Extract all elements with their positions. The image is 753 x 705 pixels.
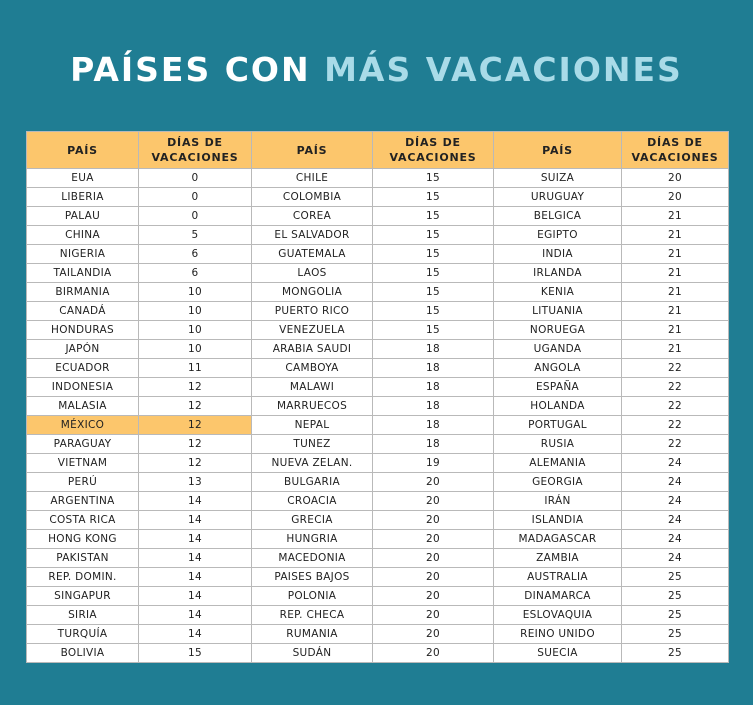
country-cell: COREA bbox=[252, 207, 373, 226]
days-cell: 12 bbox=[139, 378, 252, 397]
days-cell: 18 bbox=[373, 416, 494, 435]
country-cell: TURQUÍA bbox=[27, 625, 139, 644]
days-cell: 20 bbox=[622, 169, 729, 188]
table-row bbox=[27, 207, 729, 226]
country-cell: GEORGIA bbox=[494, 473, 622, 492]
country-cell: REP. CHECA bbox=[252, 606, 373, 625]
country-cell: NORUEGA bbox=[494, 321, 622, 340]
country-cell: SINGAPUR bbox=[27, 587, 139, 606]
table-row bbox=[27, 473, 729, 492]
country-cell: IRLANDA bbox=[494, 264, 622, 283]
days-cell: 22 bbox=[622, 435, 729, 454]
country-cell: EUA bbox=[27, 169, 139, 188]
header-country-1: PAÍS bbox=[27, 132, 139, 169]
days-cell: 21 bbox=[622, 226, 729, 245]
country-cell: NIGERIA bbox=[27, 245, 139, 264]
table-row bbox=[27, 492, 729, 511]
table-row bbox=[27, 283, 729, 302]
table-row bbox=[27, 606, 729, 625]
country-cell: SUECIA bbox=[494, 644, 622, 663]
days-cell: 18 bbox=[373, 378, 494, 397]
days-cell: 19 bbox=[373, 454, 494, 473]
table-row bbox=[27, 169, 729, 188]
days-cell: 18 bbox=[373, 435, 494, 454]
days-cell: 15 bbox=[373, 226, 494, 245]
days-cell: 15 bbox=[373, 188, 494, 207]
table-row bbox=[27, 549, 729, 568]
days-cell: 20 bbox=[373, 606, 494, 625]
header-country-3: PAÍS bbox=[494, 132, 622, 169]
country-cell: CHINA bbox=[27, 226, 139, 245]
days-cell: 12 bbox=[139, 416, 252, 435]
days-cell: 0 bbox=[139, 188, 252, 207]
days-cell: 24 bbox=[622, 473, 729, 492]
country-cell: MONGOLIA bbox=[252, 283, 373, 302]
country-cell: EGIPTO bbox=[494, 226, 622, 245]
days-cell: 24 bbox=[622, 549, 729, 568]
country-cell: ANGOLA bbox=[494, 359, 622, 378]
country-cell: EL SALVADOR bbox=[252, 226, 373, 245]
country-cell: MALASIA bbox=[27, 397, 139, 416]
days-cell: 11 bbox=[139, 359, 252, 378]
country-cell: COSTA RICA bbox=[27, 511, 139, 530]
days-cell: 20 bbox=[373, 568, 494, 587]
days-cell: 20 bbox=[373, 473, 494, 492]
days-cell: 14 bbox=[139, 568, 252, 587]
days-cell: 25 bbox=[622, 625, 729, 644]
country-cell: PERÚ bbox=[27, 473, 139, 492]
days-cell: 25 bbox=[622, 587, 729, 606]
table-row bbox=[27, 454, 729, 473]
days-cell: 21 bbox=[622, 245, 729, 264]
days-cell: 10 bbox=[139, 321, 252, 340]
country-cell: MARRUECOS bbox=[252, 397, 373, 416]
days-cell: 12 bbox=[139, 454, 252, 473]
days-cell: 15 bbox=[373, 245, 494, 264]
days-cell: 20 bbox=[373, 492, 494, 511]
days-cell: 15 bbox=[373, 169, 494, 188]
table-row bbox=[27, 264, 729, 283]
days-cell: 12 bbox=[139, 435, 252, 454]
country-cell: LITUANIA bbox=[494, 302, 622, 321]
table-header-row bbox=[27, 132, 729, 169]
country-cell: ECUADOR bbox=[27, 359, 139, 378]
table-row bbox=[27, 359, 729, 378]
days-cell: 22 bbox=[622, 378, 729, 397]
country-cell: CANADÁ bbox=[27, 302, 139, 321]
country-cell: TUNEZ bbox=[252, 435, 373, 454]
days-cell: 14 bbox=[139, 530, 252, 549]
days-cell: 21 bbox=[622, 302, 729, 321]
days-cell: 22 bbox=[622, 416, 729, 435]
days-cell: 10 bbox=[139, 302, 252, 321]
table-row bbox=[27, 245, 729, 264]
table-row bbox=[27, 340, 729, 359]
days-cell: 18 bbox=[373, 397, 494, 416]
country-cell: ZAMBIA bbox=[494, 549, 622, 568]
country-cell: DINAMARCA bbox=[494, 587, 622, 606]
country-cell: RUMANIA bbox=[252, 625, 373, 644]
country-cell: POLONIA bbox=[252, 587, 373, 606]
table-row bbox=[27, 530, 729, 549]
country-cell: PAKISTAN bbox=[27, 549, 139, 568]
days-cell: 21 bbox=[622, 207, 729, 226]
country-cell: ARGENTINA bbox=[27, 492, 139, 511]
days-cell: 18 bbox=[373, 359, 494, 378]
country-cell: CROACIA bbox=[252, 492, 373, 511]
days-cell: 6 bbox=[139, 264, 252, 283]
country-cell: JAPÓN bbox=[27, 340, 139, 359]
table-row bbox=[27, 416, 729, 435]
title-part-2: MÁS VACACIONES bbox=[324, 50, 683, 89]
title-part-1: PAÍSES CON bbox=[70, 50, 325, 89]
header-days-3: DÍAS DE VACACIONES bbox=[622, 132, 729, 169]
country-cell: REP. DOMIN. bbox=[27, 568, 139, 587]
country-cell: HONG KONG bbox=[27, 530, 139, 549]
country-cell: MADAGASCAR bbox=[494, 530, 622, 549]
days-cell: 21 bbox=[622, 264, 729, 283]
country-cell: PORTUGAL bbox=[494, 416, 622, 435]
days-cell: 25 bbox=[622, 606, 729, 625]
table-row bbox=[27, 435, 729, 454]
country-cell: MACEDONIA bbox=[252, 549, 373, 568]
days-cell: 22 bbox=[622, 359, 729, 378]
country-cell: PALAU bbox=[27, 207, 139, 226]
country-cell: SIRIA bbox=[27, 606, 139, 625]
days-cell: 20 bbox=[373, 511, 494, 530]
page-title bbox=[0, 50, 753, 90]
days-cell: 10 bbox=[139, 283, 252, 302]
country-cell: IRÁN bbox=[494, 492, 622, 511]
days-cell: 22 bbox=[622, 397, 729, 416]
country-cell: RUSIA bbox=[494, 435, 622, 454]
country-cell: PARAGUAY bbox=[27, 435, 139, 454]
days-cell: 18 bbox=[373, 340, 494, 359]
country-cell: TAILANDIA bbox=[27, 264, 139, 283]
country-cell: VIETNAM bbox=[27, 454, 139, 473]
country-cell: MALAWI bbox=[252, 378, 373, 397]
table-row bbox=[27, 587, 729, 606]
country-cell: BIRMANIA bbox=[27, 283, 139, 302]
country-cell: ISLANDIA bbox=[494, 511, 622, 530]
days-cell: 24 bbox=[622, 511, 729, 530]
country-cell: INDIA bbox=[494, 245, 622, 264]
country-cell: HUNGRIA bbox=[252, 530, 373, 549]
days-cell: 21 bbox=[622, 340, 729, 359]
days-cell: 21 bbox=[622, 283, 729, 302]
table-row bbox=[27, 397, 729, 416]
days-cell: 0 bbox=[139, 169, 252, 188]
country-cell: HONDURAS bbox=[27, 321, 139, 340]
header-days-1: DÍAS DE VACACIONES bbox=[139, 132, 252, 169]
country-cell: URUGUAY bbox=[494, 188, 622, 207]
days-cell: 6 bbox=[139, 245, 252, 264]
country-cell: KENIA bbox=[494, 283, 622, 302]
country-cell: UGANDA bbox=[494, 340, 622, 359]
days-cell: 13 bbox=[139, 473, 252, 492]
country-cell: LIBERIA bbox=[27, 188, 139, 207]
table-row bbox=[27, 644, 729, 663]
table-row bbox=[27, 188, 729, 207]
days-cell: 24 bbox=[622, 454, 729, 473]
table-row bbox=[27, 568, 729, 587]
days-cell: 10 bbox=[139, 340, 252, 359]
header-country-2: PAÍS bbox=[252, 132, 373, 169]
country-cell: ESPAÑA bbox=[494, 378, 622, 397]
days-cell: 21 bbox=[622, 321, 729, 340]
days-cell: 20 bbox=[373, 625, 494, 644]
days-cell: 15 bbox=[373, 321, 494, 340]
country-cell: REINO UNIDO bbox=[494, 625, 622, 644]
days-cell: 15 bbox=[139, 644, 252, 663]
country-cell: VENEZUELA bbox=[252, 321, 373, 340]
days-cell: 20 bbox=[622, 188, 729, 207]
days-cell: 25 bbox=[622, 568, 729, 587]
days-cell: 15 bbox=[373, 283, 494, 302]
country-cell: BULGARIA bbox=[252, 473, 373, 492]
table-row bbox=[27, 511, 729, 530]
country-cell: BELGICA bbox=[494, 207, 622, 226]
table-row bbox=[27, 321, 729, 340]
days-cell: 24 bbox=[622, 492, 729, 511]
days-cell: 14 bbox=[139, 511, 252, 530]
header-days-2: DÍAS DE VACACIONES bbox=[373, 132, 494, 169]
days-cell: 15 bbox=[373, 264, 494, 283]
days-cell: 14 bbox=[139, 549, 252, 568]
days-cell: 20 bbox=[373, 644, 494, 663]
country-cell: ARABIA SAUDI bbox=[252, 340, 373, 359]
country-cell: PUERTO RICO bbox=[252, 302, 373, 321]
country-cell: PAISES BAJOS bbox=[252, 568, 373, 587]
country-cell: BOLIVIA bbox=[27, 644, 139, 663]
days-cell: 14 bbox=[139, 587, 252, 606]
days-cell: 5 bbox=[139, 226, 252, 245]
country-cell: SUIZA bbox=[494, 169, 622, 188]
table-row bbox=[27, 302, 729, 321]
country-cell: MÉXICO bbox=[27, 416, 139, 435]
country-cell: LAOS bbox=[252, 264, 373, 283]
country-cell: CHILE bbox=[252, 169, 373, 188]
vacation-days-table bbox=[26, 131, 729, 663]
country-cell: SUDÁN bbox=[252, 644, 373, 663]
table-body bbox=[27, 169, 729, 663]
country-cell: NEPAL bbox=[252, 416, 373, 435]
days-cell: 14 bbox=[139, 492, 252, 511]
country-cell: AUSTRALIA bbox=[494, 568, 622, 587]
country-cell: GRECIA bbox=[252, 511, 373, 530]
table-row bbox=[27, 226, 729, 245]
days-cell: 15 bbox=[373, 302, 494, 321]
country-cell: GUATEMALA bbox=[252, 245, 373, 264]
table-row bbox=[27, 625, 729, 644]
country-cell: ESLOVAQUIA bbox=[494, 606, 622, 625]
days-cell: 0 bbox=[139, 207, 252, 226]
days-cell: 20 bbox=[373, 587, 494, 606]
days-cell: 20 bbox=[373, 549, 494, 568]
days-cell: 24 bbox=[622, 530, 729, 549]
table-row bbox=[27, 378, 729, 397]
country-cell: CAMBOYA bbox=[252, 359, 373, 378]
country-cell: COLOMBIA bbox=[252, 188, 373, 207]
days-cell: 12 bbox=[139, 397, 252, 416]
days-cell: 14 bbox=[139, 606, 252, 625]
country-cell: HOLANDA bbox=[494, 397, 622, 416]
country-cell: INDONESIA bbox=[27, 378, 139, 397]
days-cell: 25 bbox=[622, 644, 729, 663]
country-cell: ALEMANIA bbox=[494, 454, 622, 473]
days-cell: 20 bbox=[373, 530, 494, 549]
days-cell: 15 bbox=[373, 207, 494, 226]
country-cell: NUEVA ZELAN. bbox=[252, 454, 373, 473]
days-cell: 14 bbox=[139, 625, 252, 644]
